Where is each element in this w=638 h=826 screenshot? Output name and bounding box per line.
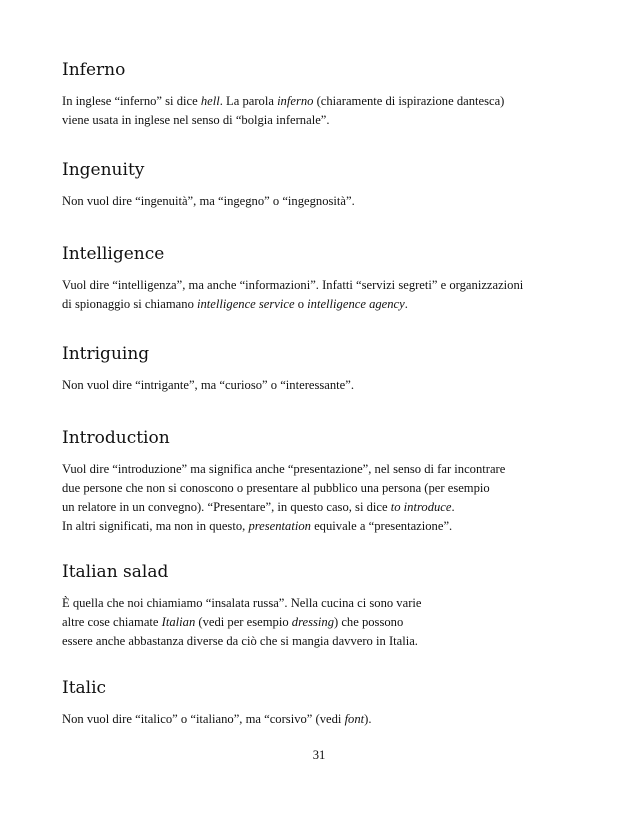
definition-line [62,192,602,211]
text-run: . La parola [219,94,278,108]
entry-definition [62,710,602,729]
text-run: Vuol dire “intelligenza”, ma anche “informazioni”. Infatti “servizi segreti” e organizzazioni [62,278,524,292]
entry-definition [62,594,602,651]
entry-definition [62,460,602,536]
definition-line [62,295,602,314]
entry-term: Italian salad [62,562,169,582]
definition-line [62,376,602,395]
entry-term: Inferno [62,60,126,80]
text-run: Vuol dire “introduzione” ma significa anche “presentazione”, nel senso di far incontrare [62,462,506,476]
entry-term: Intriguing [62,344,150,364]
definition-line [62,710,602,729]
italic-term: presentation [248,519,311,533]
text-run: di spionaggio si chiamano [62,297,198,311]
entry-intriguing [62,344,602,395]
entry-italian-salad [62,562,602,651]
definition-line [62,498,602,517]
italic-term: intelligence service [197,297,295,311]
text-run: un relatore in un convegno). “Presentare”, in questo caso, si dice [62,500,391,514]
definition-line [62,276,602,295]
entry-definition [62,192,602,211]
definition-line [62,92,602,111]
entry-intelligence [62,244,602,314]
italic-term: dressing [291,615,334,629]
definition-line [62,632,602,651]
text-run: viene usata in inglese nel senso di “bolgia infernale”. [62,113,330,127]
text-run: In inglese “inferno” si dice [62,94,201,108]
definition-line [62,517,602,536]
entry-ingenuity [62,160,602,211]
italic-term: to introduce [390,500,452,514]
italic-term: font [344,712,365,726]
text-run: In altri significati, ma non in questo, [62,519,249,533]
italic-term: Italian [161,615,196,629]
text-run: ) che possono [334,615,404,629]
text-run: altre cose chiamate [62,615,162,629]
text-run: o [294,297,308,311]
text-run: È quella che noi chiamiamo “insalata russa”. Nella cucina ci sono varie [62,596,422,610]
definition-line [62,594,602,613]
entry-term: Italic [62,678,107,698]
text-run: Non vuol dire “intrigante”, ma “curioso” o “interessante”. [62,378,354,392]
definition-line [62,613,602,632]
entry-term: Intelligence [62,244,165,264]
text-run: Non vuol dire “ingenuità”, ma “ingegno” o “ingegnosità”. [62,194,355,208]
italic-term: intelligence agency [307,297,405,311]
entry-term: Introduction [62,428,170,448]
page-number: 31 [312,748,326,762]
text-run: essere anche abbastanza diverse da ciò che si mangia davvero in Italia. [62,634,418,648]
entry-definition [62,376,602,395]
definition-line [62,479,602,498]
entry-introduction [62,428,602,536]
text-run: (chiaramente di ispirazione dantesca) [313,94,505,108]
text-run: Non vuol dire “italico” o “italiano”, ma “corsivo” (vedi [62,712,345,726]
text-run: ). [364,712,372,726]
italic-term: inferno [277,94,314,108]
entry-term: Ingenuity [62,160,145,180]
entry-inferno [62,60,602,130]
text-run: equivale a “presentazione”. [310,519,453,533]
italic-term: hell [200,94,220,108]
entry-italic [62,678,602,729]
text-run: . [404,297,408,311]
definition-line [62,111,602,130]
definition-line [62,460,602,479]
entry-definition [62,276,602,314]
text-run: due persone che non si conoscono o presentare al pubblico una persona (per esempio [62,481,490,495]
entry-definition [62,92,602,130]
text-run: (vedi per esempio [195,615,292,629]
text-run: . [451,500,455,514]
